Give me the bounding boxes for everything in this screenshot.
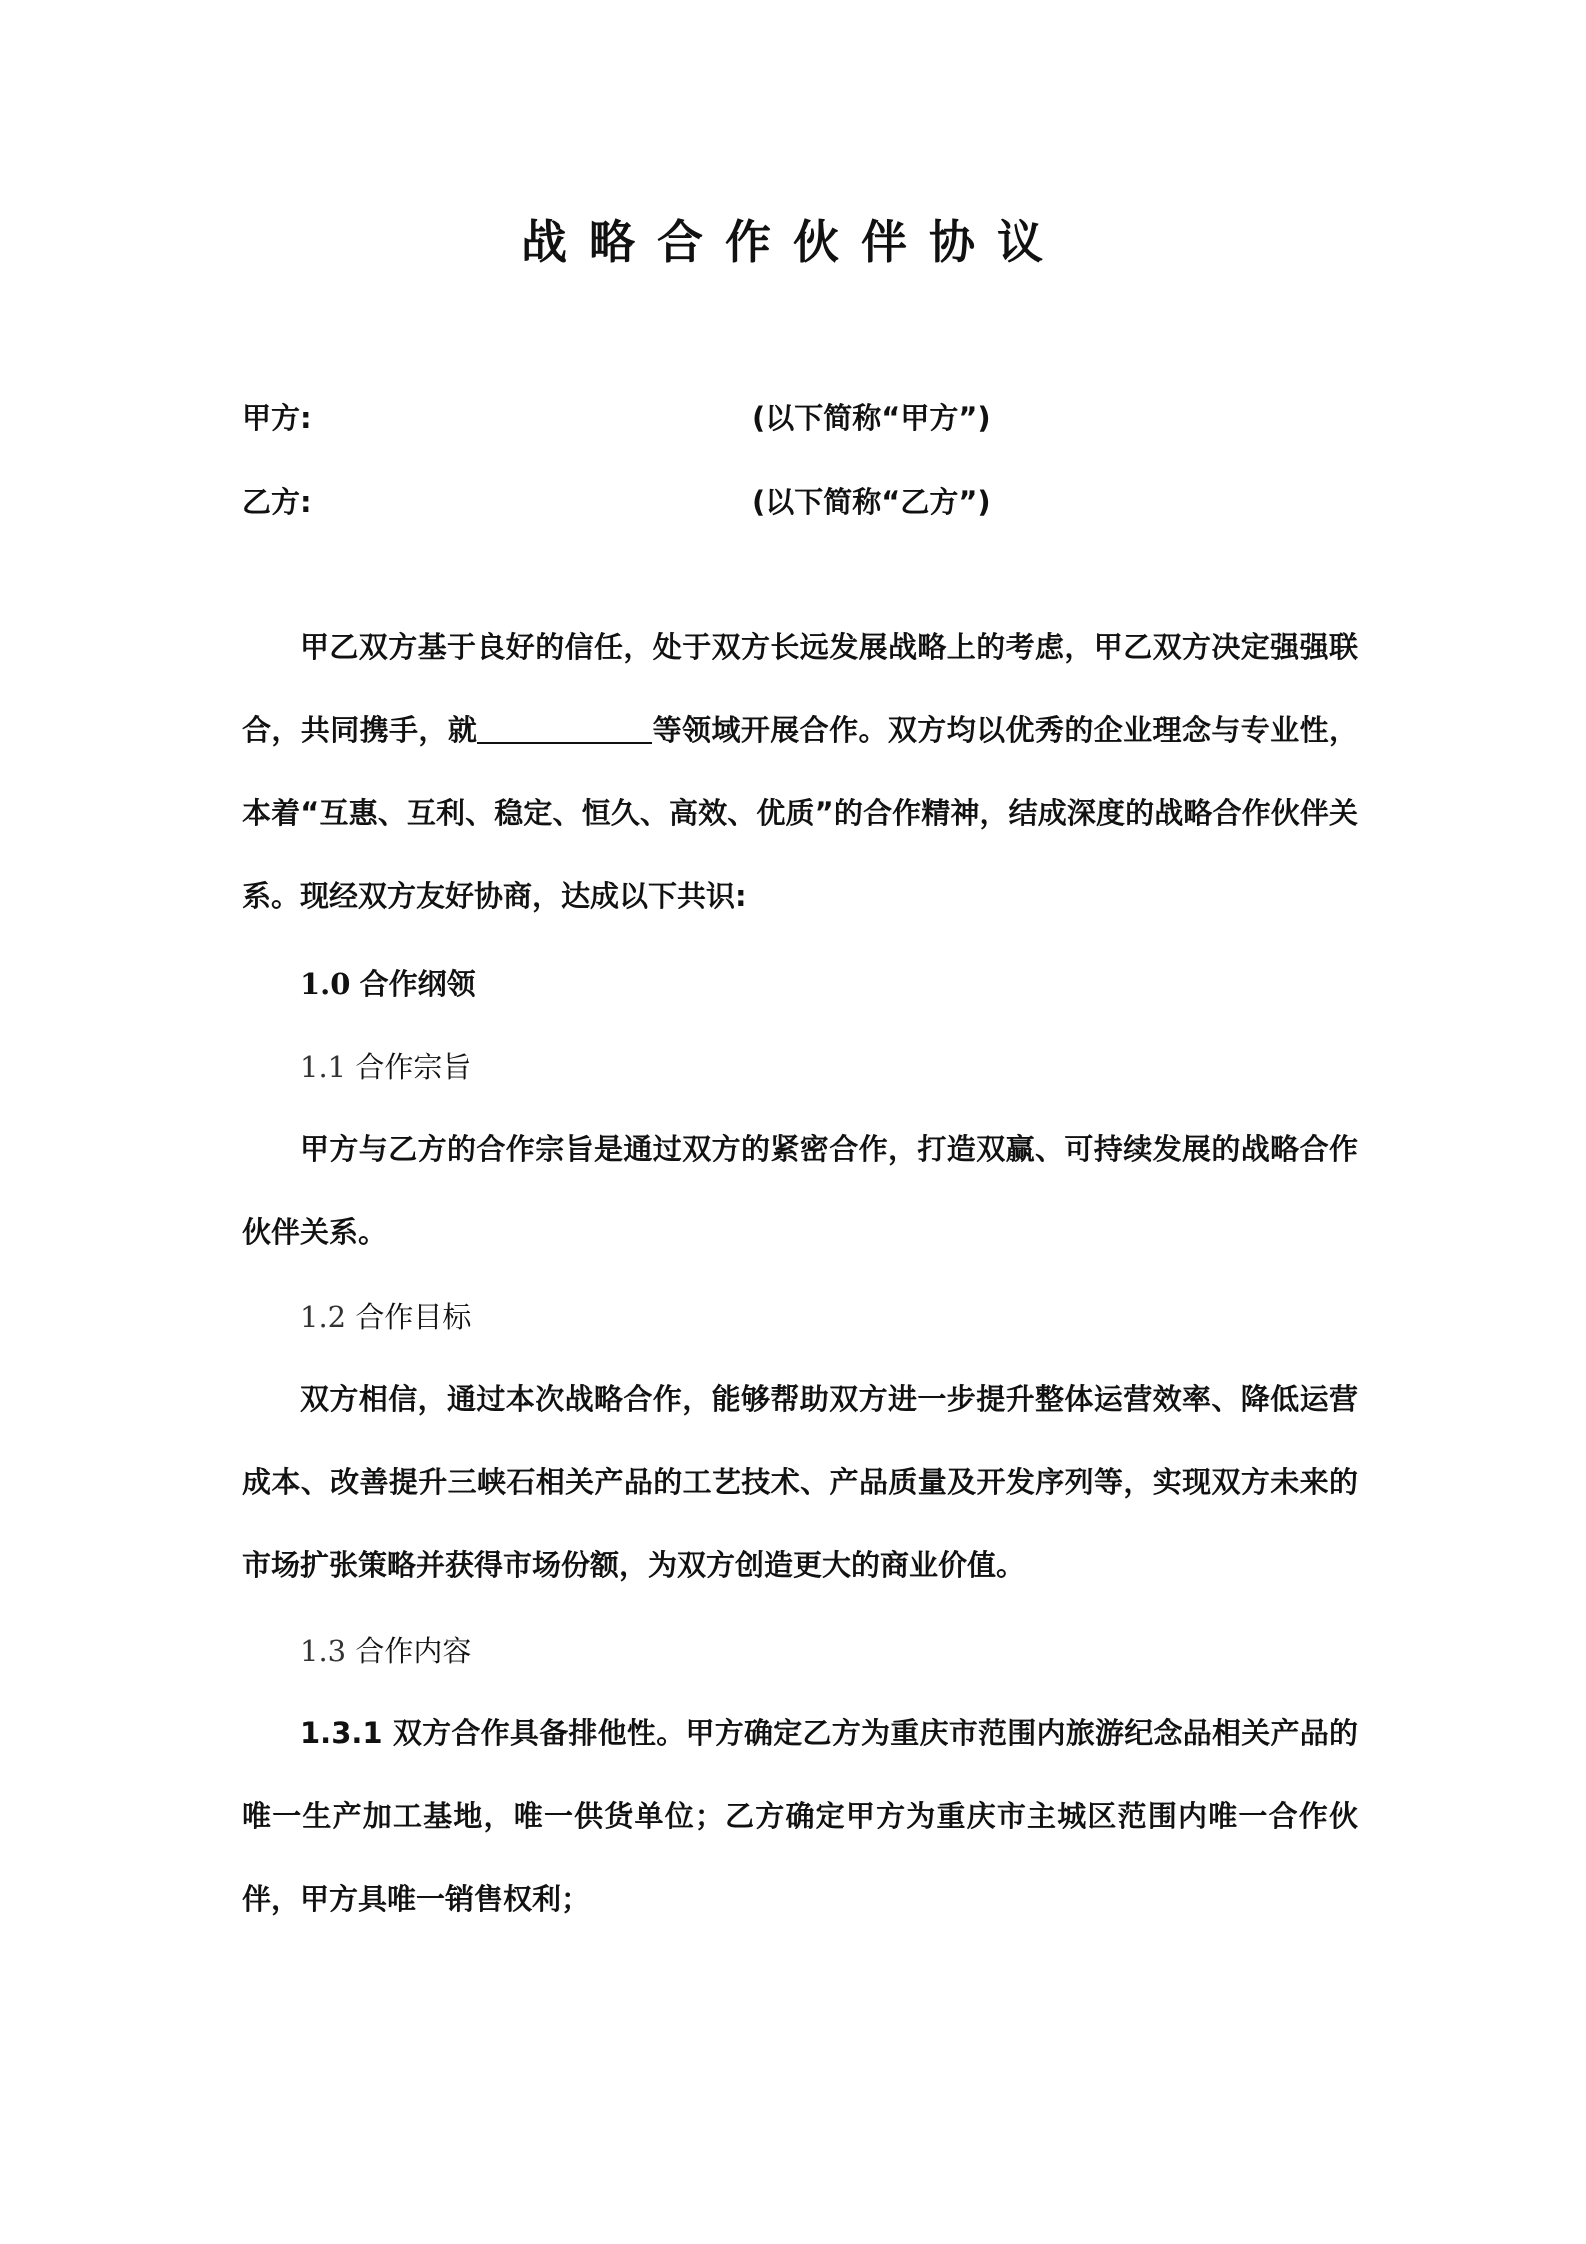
party-a-line [242,398,991,438]
cooperation-field-blank [477,712,652,744]
section-heading-1-1 [300,1047,471,1087]
section-heading-1-3 [300,1631,471,1671]
intro-text-part2: 等领域开展合作。双方均以优秀的企业理念与专业性，本着“互惠、互利、稳定、恒久、高效、优质”的合作精神，结成深度的战略合作伙伴关系。现经双方友好协商，达成以下共识: [242,713,1358,913]
paragraph-1-2: 双方相信，通过本次战略合作，能够帮助双方进一步提升整体运营效率、降低运营成本、改善提升三峡石相关产品的工艺技术、产品质量及开发序列等，实现双方未来的市场扩张策略并获得市场份额，为双方创造更大的商业价值。 [242,1382,1358,1582]
section-number: 1.1 [300,1050,347,1084]
section-title: 合作纲领 [359,967,476,1001]
section-title: 合作内容 [355,1634,472,1668]
paragraph-1-3-1: 1.3.1 双方合作具备排他性。甲方确定乙方为重庆市范围内旅游纪念品相关产品的唯一生产加工基地，唯一供货单位；乙方确定甲方为重庆市主城区范围内唯一合作伙伴，甲方具唯一销售权利； [242,1716,1358,1916]
party-b-line [242,482,991,522]
section-heading-1-2 [300,1297,471,1337]
document-title: 战略合作伙伴协议 [521,215,1065,269]
section-number: 1.0 [300,967,351,1001]
intro-paragraph [242,606,1358,938]
section-number: 1.2 [300,1300,347,1334]
paragraph-1-1: 甲方与乙方的合作宗旨是通过双方的紧密合作，打造双赢、可持续发展的战略合作伙伴关系。 [242,1132,1358,1249]
party-a-label: 甲方: [242,401,312,435]
section-number: 1.3 [300,1634,347,1668]
section-title: 合作目标 [355,1300,472,1334]
intro-text-part1: 甲乙双方基于良好的信任，处于双方长远发展战略上的考虑，甲乙双方决定强强联合，共同携手，就 [242,630,1358,747]
section-heading-1-0 [300,964,476,1004]
party-b-alias: (以下简称“乙方”) [752,485,991,519]
party-b-label: 乙方: [242,485,312,519]
section-title: 合作宗旨 [355,1050,472,1084]
party-a-alias: (以下简称“甲方”) [752,401,991,435]
